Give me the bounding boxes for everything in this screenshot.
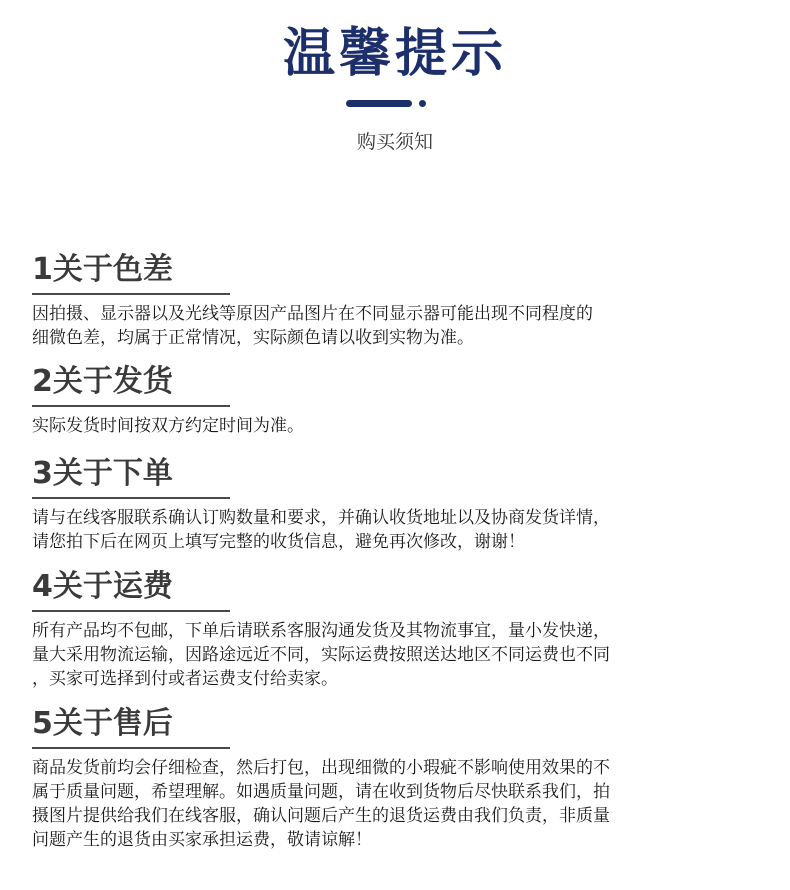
page-title: 温馨提示	[282, 24, 507, 84]
section-body: 实际发货时间按双方约定时间为准。	[32, 416, 304, 436]
section-heading: 2关于发货	[32, 364, 173, 399]
section-ordering	[32, 454, 762, 554]
section-body: 因拍摄、显示器以及光线等原因产品图片在不同显示器可能出现不同程度的 细微色差，均属于正常情况，实际颜色请以收到实物为准。	[32, 304, 593, 348]
section-shipping	[32, 362, 762, 438]
section-heading: 3关于下单	[32, 456, 173, 491]
section-body: 所有产品均不包邮，下单后请联系客服沟通发货及其物流事宜，量小发快递， 量大采用物流运输，因路途远近不同，实际运费按照送达地区不同运费也不同 ，买家可选择到付或者运费支付给卖家。	[32, 621, 610, 689]
title-underline	[346, 100, 412, 107]
page-header	[0, 0, 790, 190]
section-color-difference	[32, 250, 762, 350]
section-divider	[32, 405, 230, 407]
section-divider	[32, 293, 230, 295]
title-underline-dot	[419, 100, 426, 107]
section-after-sales	[32, 704, 762, 852]
section-heading: 5关于售后	[32, 706, 173, 741]
section-freight	[32, 567, 762, 691]
page-subtitle: 购买须知	[356, 131, 433, 153]
section-divider	[32, 610, 230, 612]
section-body: 请与在线客服联系确认订购数量和要求，并确认收货地址以及协商发货详情， 请您拍下后在网页上填写完整的收货信息，避免再次修改，谢谢！	[32, 508, 610, 552]
notice-sections	[32, 250, 762, 852]
section-heading: 1关于色差	[32, 252, 173, 287]
section-heading: 4关于运费	[32, 569, 173, 604]
section-divider	[32, 747, 230, 749]
section-body: 商品发货前均会仔细检查，然后打包，出现细微的小瑕疵不影响使用效果的不 属于质量问题，希望理解。如遇质量问题，请在收到货物后尽快联系我们，拍 摄图片提供给我们在线客服，确认问题后产生的退货运费由我们负责，非质量 问题产生的退货由买家承担运费，敬请谅解！	[32, 758, 610, 850]
section-divider	[32, 497, 230, 499]
